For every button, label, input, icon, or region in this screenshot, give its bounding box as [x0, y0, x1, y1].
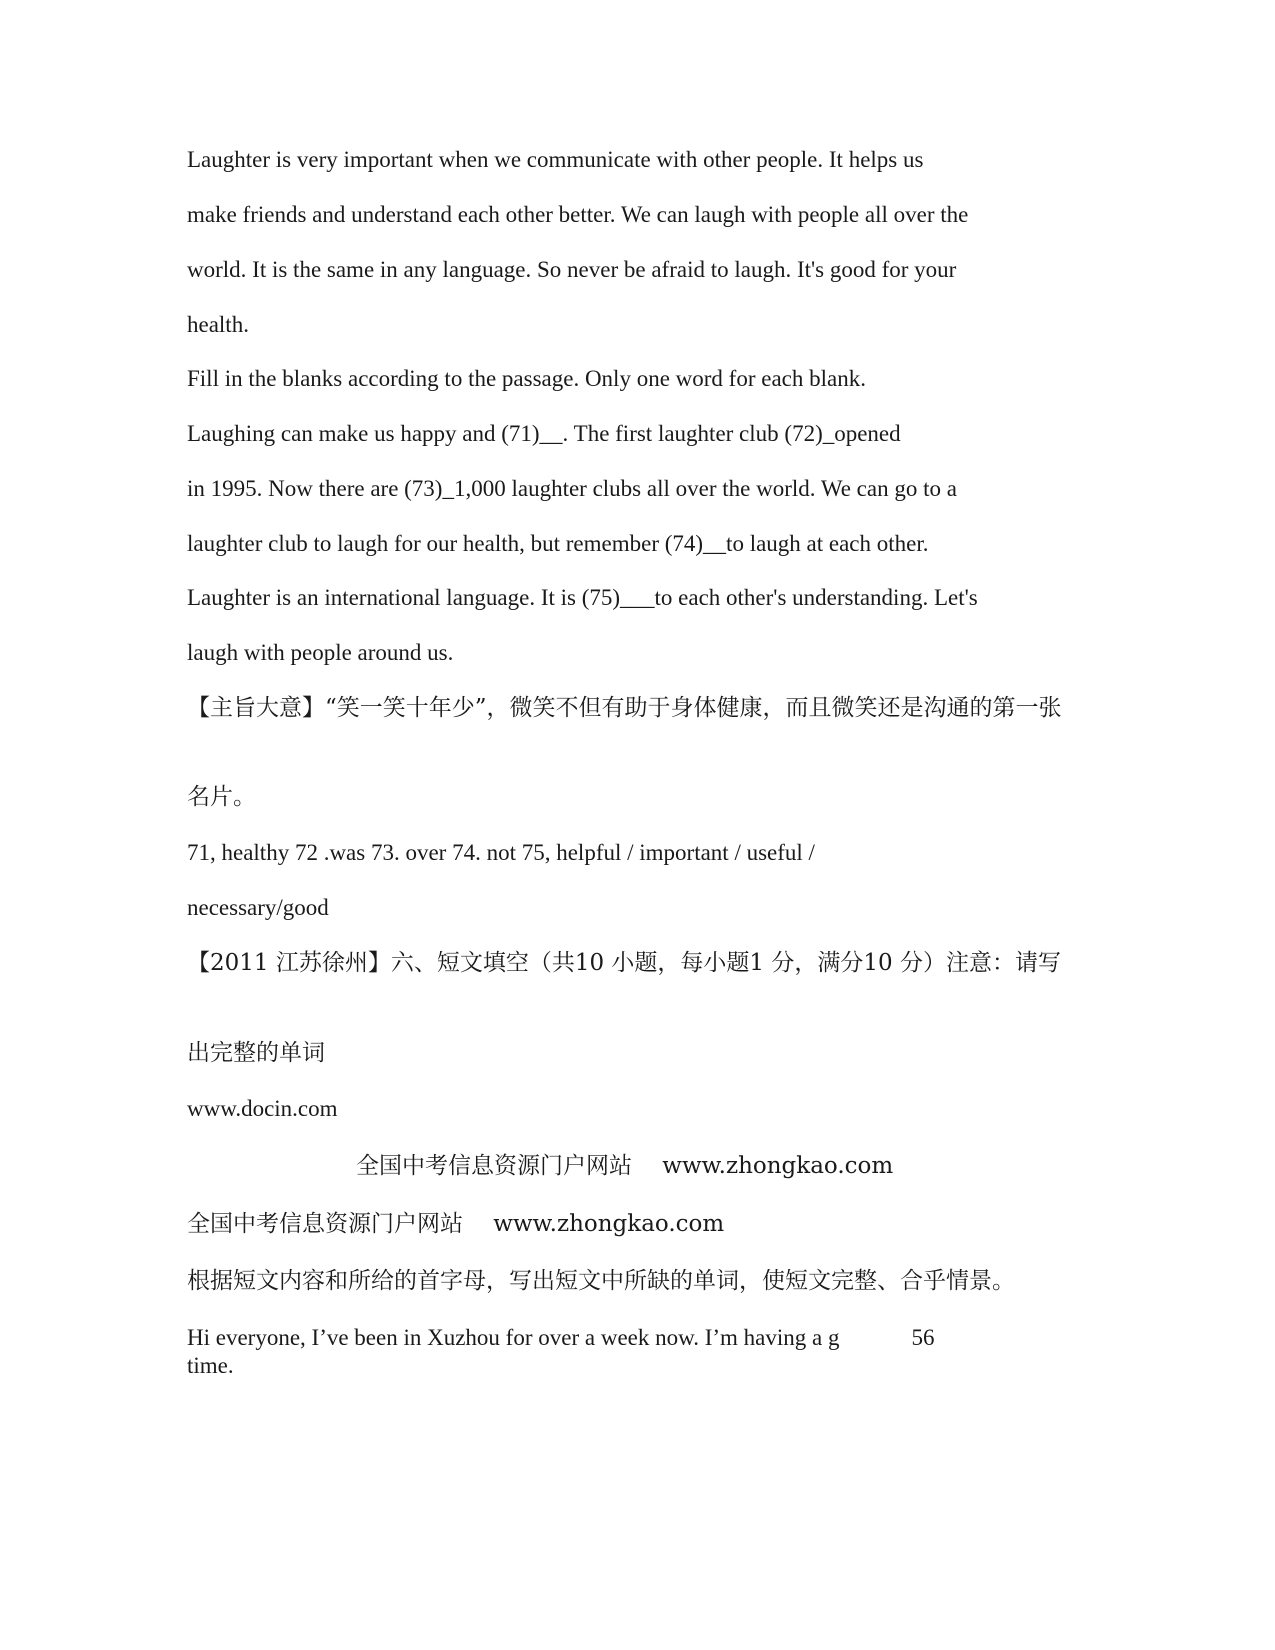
passage-line-1: Laughter is very important when we communicate with other people. It helps us — [187, 147, 924, 172]
summary-line-1: Laughing can make us happy and (71)__. The first laughter club (72)_opened — [187, 421, 901, 446]
summary-line-3: laughter club to laugh for our health, but remember (74)__to laugh at each other. — [187, 531, 929, 556]
passage-line-2: make friends and understand each other better. We can laugh with people all over the — [187, 202, 969, 227]
section-header: 【2011 江苏徐州】六、短文填空（共10 小题，每小题1 分，满分10 分）注意：请写 — [187, 950, 1061, 976]
passage-line-3: world. It is the same in any language. So never be afraid to laugh. It's good for your — [187, 257, 957, 282]
summary-line-4: Laughter is an international language. It is (75)___to each other's understanding. Let's — [187, 585, 978, 610]
watermark-url: www.docin.com — [187, 1096, 338, 1121]
summary-line-5: laugh with people around us. — [187, 640, 454, 665]
main-idea-text: 【主旨大意】“笑一笑十年少”，微笑不但有助于身体健康，而且微笑还是沟通的第一张 — [187, 695, 1062, 721]
passage-line-4: health. — [187, 312, 249, 337]
footer-centered: 全国中考信息资源门户网站 www.zhongkao.com — [356, 1153, 894, 1179]
exercise-text-start: Hi everyone, I’ve been in Xuzhou for over a week now. I’m having a g — [187, 1325, 840, 1350]
answer-key-line-2: necessary/good — [187, 895, 329, 920]
main-idea-continuation: 名片。 — [187, 784, 256, 810]
blank-number: 56 — [911, 1325, 935, 1350]
directions-text: 根据短文内容和所给的首字母，写出短文中所缺的单词，使短文完整、合乎情景。 — [187, 1268, 1015, 1294]
summary-line-2: in 1995. Now there are (73)_1,000 laughter clubs all over the world. We can go to a — [187, 476, 957, 501]
section-header-continuation: 出完整的单词 — [187, 1040, 325, 1066]
instruction-text: Fill in the blanks according to the passage. Only one word for each blank. — [187, 366, 866, 391]
answer-key-line-1: 71, healthy 72 .was 73. over 74. not 75, helpful / important / useful / — [187, 840, 815, 865]
exercise-text-continuation: time. — [187, 1353, 234, 1378]
exercise-text-line — [187, 1323, 935, 1353]
footer-left: 全国中考信息资源门户网站 www.zhongkao.com — [187, 1211, 725, 1237]
